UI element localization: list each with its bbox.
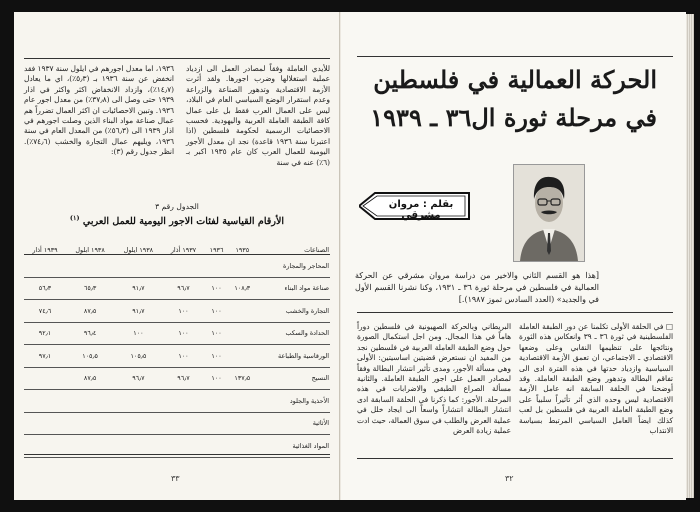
article-title-line-2: في مرحلة ثورة ال٣٦ ـ ١٩٣٩ — [370, 103, 657, 132]
table-cell — [163, 412, 205, 435]
table-caption: الجدول رقم ٣ — [155, 202, 199, 211]
table-cell — [229, 390, 256, 413]
table-cell: ٧٤٫٦ — [24, 300, 66, 323]
table-cell-category: المواد الغذائية — [256, 435, 330, 458]
table-cell: ١٠٥٫٥ — [66, 345, 114, 368]
table-title-text: الأرقام القياسية لفئات الاجور اليومية للعمل العربي — [82, 216, 285, 228]
table-header: ١٩٣٥ — [229, 238, 256, 255]
table-title — [24, 214, 330, 227]
table-cell — [204, 412, 228, 435]
table-cell: ٩١٫٧ — [114, 300, 162, 323]
top-rule — [357, 56, 673, 57]
article-title-line-1: الحركة العمالية في فلسطين — [373, 65, 657, 94]
table-header: ١٩٣٦ — [204, 238, 228, 255]
table-title-note: (١) — [69, 214, 80, 222]
portrait-image — [514, 165, 584, 261]
bottom-rule — [24, 454, 330, 455]
wages-table — [24, 238, 330, 458]
table-header: ١٩٣٨ ايلول — [114, 238, 162, 255]
table-cell: ١٠٨٫٣ — [229, 277, 256, 300]
text-column-right: للأيدي العاملة وفقاً لمصادر العمل الى ازدياد عملية استغلالها وضرب اجورها. ولقد أثرت الأزمة الاقتصادية وتدهور الصناعة والزراعة وعدم استقرار الوضع السياسي العام في البلاد، ليس على العمال العرب فقط بل على عمال كافة الطبقة العاملة العربية واليهودية. فحسب الاحصائيات الرسمية لحكومة فلسطين (اذا اعتبرنا سنة ١٩٣٦ قاعدة) نجد ان معدل الأجور اليومية للعمال العرب كان عام ١٩٣٥ اكبر بـ (٦٪) عنه في سنة — [186, 64, 330, 167]
table-cell — [163, 390, 205, 413]
table-cell-category: الأثاثية — [256, 412, 330, 435]
table-cell: ٨٧٫٥ — [66, 300, 114, 323]
table-cell: ٥٦٫٣ — [24, 277, 66, 300]
page-number: ٣٣ — [171, 474, 180, 483]
author-byline — [359, 192, 471, 220]
table-cell: ٩٢٫١ — [24, 322, 66, 345]
table-cell — [24, 255, 66, 278]
table-row — [24, 345, 330, 368]
table-cell: ١٠٥٫٥ — [114, 345, 162, 368]
left-page — [14, 12, 340, 500]
table-row — [24, 277, 330, 300]
table-cell: ٩٦٫٧ — [163, 367, 205, 390]
page-edges — [686, 14, 694, 498]
page-number: ٣٢ — [505, 474, 514, 483]
table-cell: ١٣٧٫٥ — [229, 367, 256, 390]
table-cell — [24, 367, 66, 390]
article-intro: [هذا هو القسم الثاني والاخير من دراسة مروان مشرقي عن الحركة العمالية في فلسطين في مرحلة ثورة ٣٦ ـ ١٩٣١، وكنا نشرنا القسم الأول في والجديد» (العدد السادس تموز ١٩٨٧).] — [355, 271, 599, 304]
table-cell: ١٠٠ — [163, 345, 205, 368]
text-column-right: □ في الحلقة الأولى تكلمنا عن دور الطبقة العاملة الفلسطينية في ثورة ٣٦ ـ ٣٩ وانعكاس هذه الثورة ونتائجها على تنظيمها النقابي وعلى وضعها الاقتصادي ـ الاجتماعي، ان تعمق الأزمة الاقتصادية السياسية وازدياد حدتها في هذه الفترة ادى الى تفاقم البطالة وتدهور وضع الطبقة العاملة. وقد أوضحنا في الحلقة السابقة انه عامل الأزمة الاقتصادية ليس وحده الذي أثر تأثيراً سلبياً على وضع الطبقة العاملة العربية في فلسطين بل لعب كذلك ايضاً العامل السياسي المرتبط بسياسة الانتداب — [519, 322, 674, 436]
table-cell: ٩١٫٧ — [114, 277, 162, 300]
table-cell: ٩٧٫١ — [24, 345, 66, 368]
table-cell — [24, 412, 66, 435]
right-page — [341, 12, 686, 500]
table-header: ١٩٣٧ أذار — [163, 238, 205, 255]
table-cell — [66, 255, 114, 278]
table-cell — [114, 412, 162, 435]
table-cell: ١٠٠ — [204, 345, 228, 368]
table-row — [24, 412, 330, 435]
table-cell — [229, 300, 256, 323]
table-cell: ٩٦٫٤ — [66, 322, 114, 345]
table-cell-category: الورقاسية والطباعة — [256, 345, 330, 368]
table-cell — [229, 345, 256, 368]
table-row — [24, 390, 330, 413]
author-photo — [513, 164, 585, 262]
table-cell — [114, 390, 162, 413]
table-header: الصناعات — [256, 238, 330, 255]
table-cell: ١٠٠ — [204, 277, 228, 300]
table-cell — [163, 255, 205, 278]
table-cell — [24, 390, 66, 413]
table-row — [24, 300, 330, 323]
table-cell — [229, 412, 256, 435]
text-column-left: ١٩٣٦، اما معدل اجورهم في ايلول سنة ١٩٣٧ فقد انخفض عن سنة ١٩٣٦ بـ (٥٫٣٪)، اي ما يعادل (١٤٫٧٪)، وازداد الانخفاض اكثر واكثر في اذار ١٩٣٩ حتى وصل الى (٣٧٫٨٪) من معدل اجور عام ١٩٣٦. وتبين الاحصائيات ان اكثر العمال تضرراً هم عمال صناعة مواد البناء الذين وصلت اجورهم في اذار ١٩٣٩ الى (٥٦٫٣٪) من المعدل العام في سنة ١٩٣٦، ويليهم عمال التجارة والخشب (٧٤٫٦٪). انظر جدول رقم (٣): — [24, 64, 174, 157]
table-cell: ٩٦٫٧ — [114, 367, 162, 390]
table-cell-category: النسيج — [256, 367, 330, 390]
table-header: ١٩٣٩ أذار — [24, 238, 66, 255]
table-cell-category: المحاجر والمجارة — [256, 255, 330, 278]
table-cell: ١٠٠ — [204, 322, 228, 345]
bottom-rule — [357, 458, 673, 459]
table-cell: ١٠٠ — [114, 322, 162, 345]
table-row — [24, 255, 330, 278]
table-row — [24, 322, 330, 345]
table-cell: ١٠٠ — [204, 300, 228, 323]
top-rule — [24, 58, 330, 59]
table-cell-category: الأحذية والجلود — [256, 390, 330, 413]
table-cell-category: الحدادة والسكب — [256, 322, 330, 345]
table-cell — [229, 255, 256, 278]
mid-rule — [357, 312, 673, 313]
table-cell: ١٠٠ — [204, 367, 228, 390]
table-cell-category: صناعة مواد البناء — [256, 277, 330, 300]
table-cell — [229, 322, 256, 345]
table-cell — [204, 255, 228, 278]
table-cell: ٦٥٫٣ — [66, 277, 114, 300]
table-header: ١٩٣٨ ابلول — [66, 238, 114, 255]
table-cell: ٨٧٫٥ — [66, 367, 114, 390]
table-cell — [66, 412, 114, 435]
table-cell: ٩٦٫٧ — [163, 277, 205, 300]
table-cell — [204, 390, 228, 413]
author-name: بقلم : مروان مشرقي — [388, 199, 454, 221]
table-cell — [66, 390, 114, 413]
table-header-row — [24, 238, 330, 255]
table-cell: ١٠٠ — [163, 322, 205, 345]
table-cell — [114, 255, 162, 278]
table-cell: ١٠٠ — [163, 300, 205, 323]
table-row — [24, 367, 330, 390]
text-column-left: البريطاني وبالحركة الصهيونية في فلسطين دوراً هاماً في هذا المجال. ومن اجل استكمال الصورة حول وضع الطبقة العاملة العربية في فلسطين نجد من المفيد ان نستعرض قضيتين اساسيتين: الأولى وهي مسألة الأجور، ومدى تأثير انتشار البطالة وفقاً لمصادر العمل على اجور الطبقة العاملة. والثانية مسألة الصراع الطبقي والاضرابات في هذه المرحلة. الأجور: كما ذكرنا في الحلقة السابقة ادى انتشار البطالة انتشاراً واسعاً الى ايجاد خلل في عملية العرض والطلب في سوق العمالة، حيث ادت عملية زيادة العرض — [357, 322, 511, 436]
table-cell-category: التجارة والخشب — [256, 300, 330, 323]
